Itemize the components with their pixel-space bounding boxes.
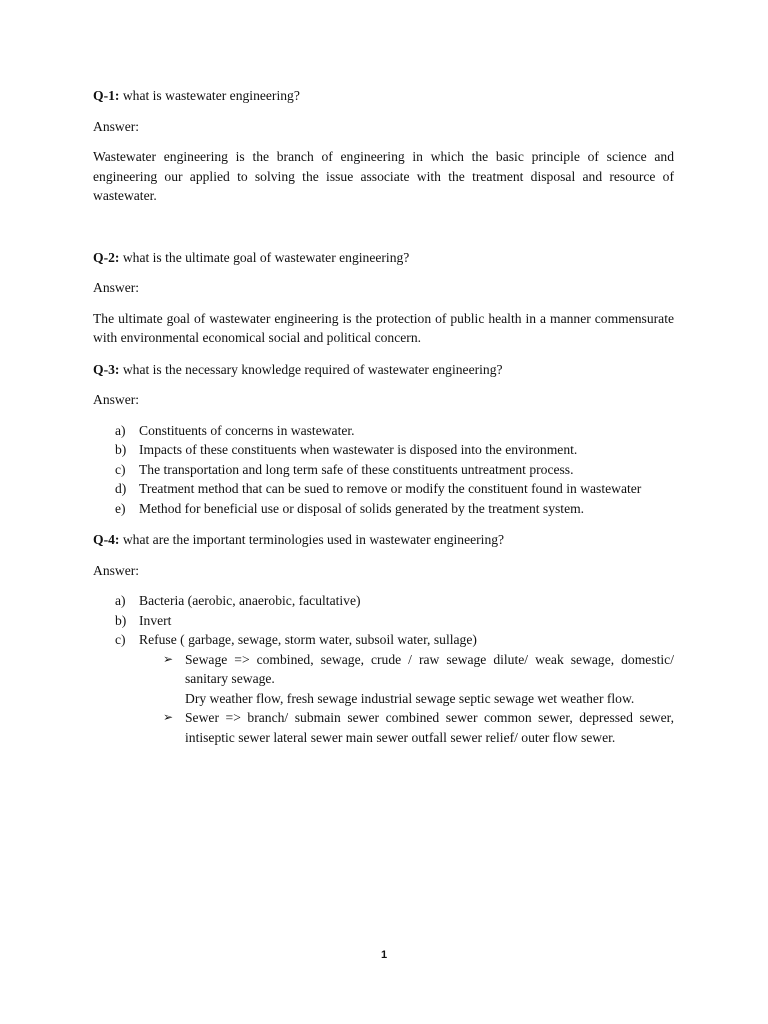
list-marker: d) [115, 481, 127, 496]
list-marker: b) [115, 442, 127, 457]
list-item [93, 499, 674, 519]
answer-2-label: Answer: [93, 280, 140, 295]
arrow-bullet-icon: ➢ [163, 651, 174, 666]
list-marker: a) [115, 422, 126, 438]
answer-1-text: Wastewater engineering is the branch of engineering in which the basic principle of science and engineering our applied to solving the issue associate with the treatment disposal and resource of wastewater. [93, 149, 674, 203]
answer-3-label: Answer: [93, 392, 140, 407]
list-marker: c) [115, 461, 126, 477]
answer-2-text: The ultimate goal of wastewater engineering is the protection of public health in a manner commensurate with environmental economical social and political concern. [93, 310, 674, 345]
list-item-text: Constituents of concerns in wastewater. [139, 422, 355, 438]
sub-list-item [139, 650, 674, 709]
question-4-text: what are the important terminologies used in wastewater engineering? [119, 532, 505, 547]
list-marker: c) [115, 632, 126, 647]
list-item [93, 611, 674, 631]
list-item-text: Impacts of these constituents when wastewater is disposed into the environment. [139, 442, 578, 457]
list-item [93, 440, 674, 460]
list-item [93, 460, 674, 480]
sub-list-item [139, 708, 674, 747]
refuse-sublist [139, 650, 674, 748]
answer-4-label: Answer: [93, 562, 140, 578]
question-4 [93, 530, 674, 550]
list-item-text: Treatment method that can be sued to remove or modify the constituent found in wastewater [139, 481, 642, 496]
list-item [93, 630, 674, 747]
sub-list-item-extra: Dry weather flow, fresh sewage industrial sewage septic sewage wet weather flow. [185, 690, 635, 706]
answer-3-list [93, 421, 674, 519]
list-marker: b) [115, 612, 127, 628]
question-2-label: Q-2: [93, 249, 120, 265]
question-2-text: what is the ultimate goal of wastewater engineering? [119, 249, 410, 265]
sub-list-item-text: Sewer => branch/ submain sewer combined sewer common sewer, depressed sewer, intiseptic sewer lateral sewer main sewer outfall sewer relief/ outer flow sewer. [185, 710, 674, 745]
document-body [93, 86, 674, 747]
question-2 [93, 248, 674, 268]
list-marker: a) [115, 593, 126, 608]
list-item [93, 421, 674, 441]
question-1-text: what is wastewater engineering? [119, 88, 300, 103]
list-item-text: Bacteria (aerobic, anaerobic, facultative) [139, 593, 361, 608]
list-item-text: Refuse ( garbage, sewage, storm water, subsoil water, sullage) [139, 632, 477, 647]
question-3 [93, 360, 674, 380]
list-item-text: Method for beneficial use or disposal of solids generated by the treatment system. [139, 500, 585, 516]
answer-4-list [93, 591, 674, 747]
question-1 [93, 86, 674, 106]
arrow-bullet-icon: ➢ [163, 710, 174, 724]
question-3-text: what is the necessary knowledge required of wastewater engineering? [119, 361, 503, 377]
question-3-label: Q-3: [93, 361, 120, 377]
question-1-label: Q-1: [93, 88, 120, 103]
answer-1-label: Answer: [93, 118, 140, 134]
sub-list-item-text: Sewage => combined, sewage, crude / raw sewage dilute/ weak sewage, domestic/ sanitary sewage. [185, 651, 674, 686]
list-item-text: The transportation and long term safe of these constituents untreatment process. [139, 461, 574, 477]
list-item [93, 479, 674, 499]
list-item-text: Invert [139, 612, 172, 628]
list-marker: e) [115, 500, 126, 516]
page-number: 1 [380, 949, 388, 961]
question-4-label: Q-4: [93, 532, 120, 547]
list-item [93, 591, 674, 611]
